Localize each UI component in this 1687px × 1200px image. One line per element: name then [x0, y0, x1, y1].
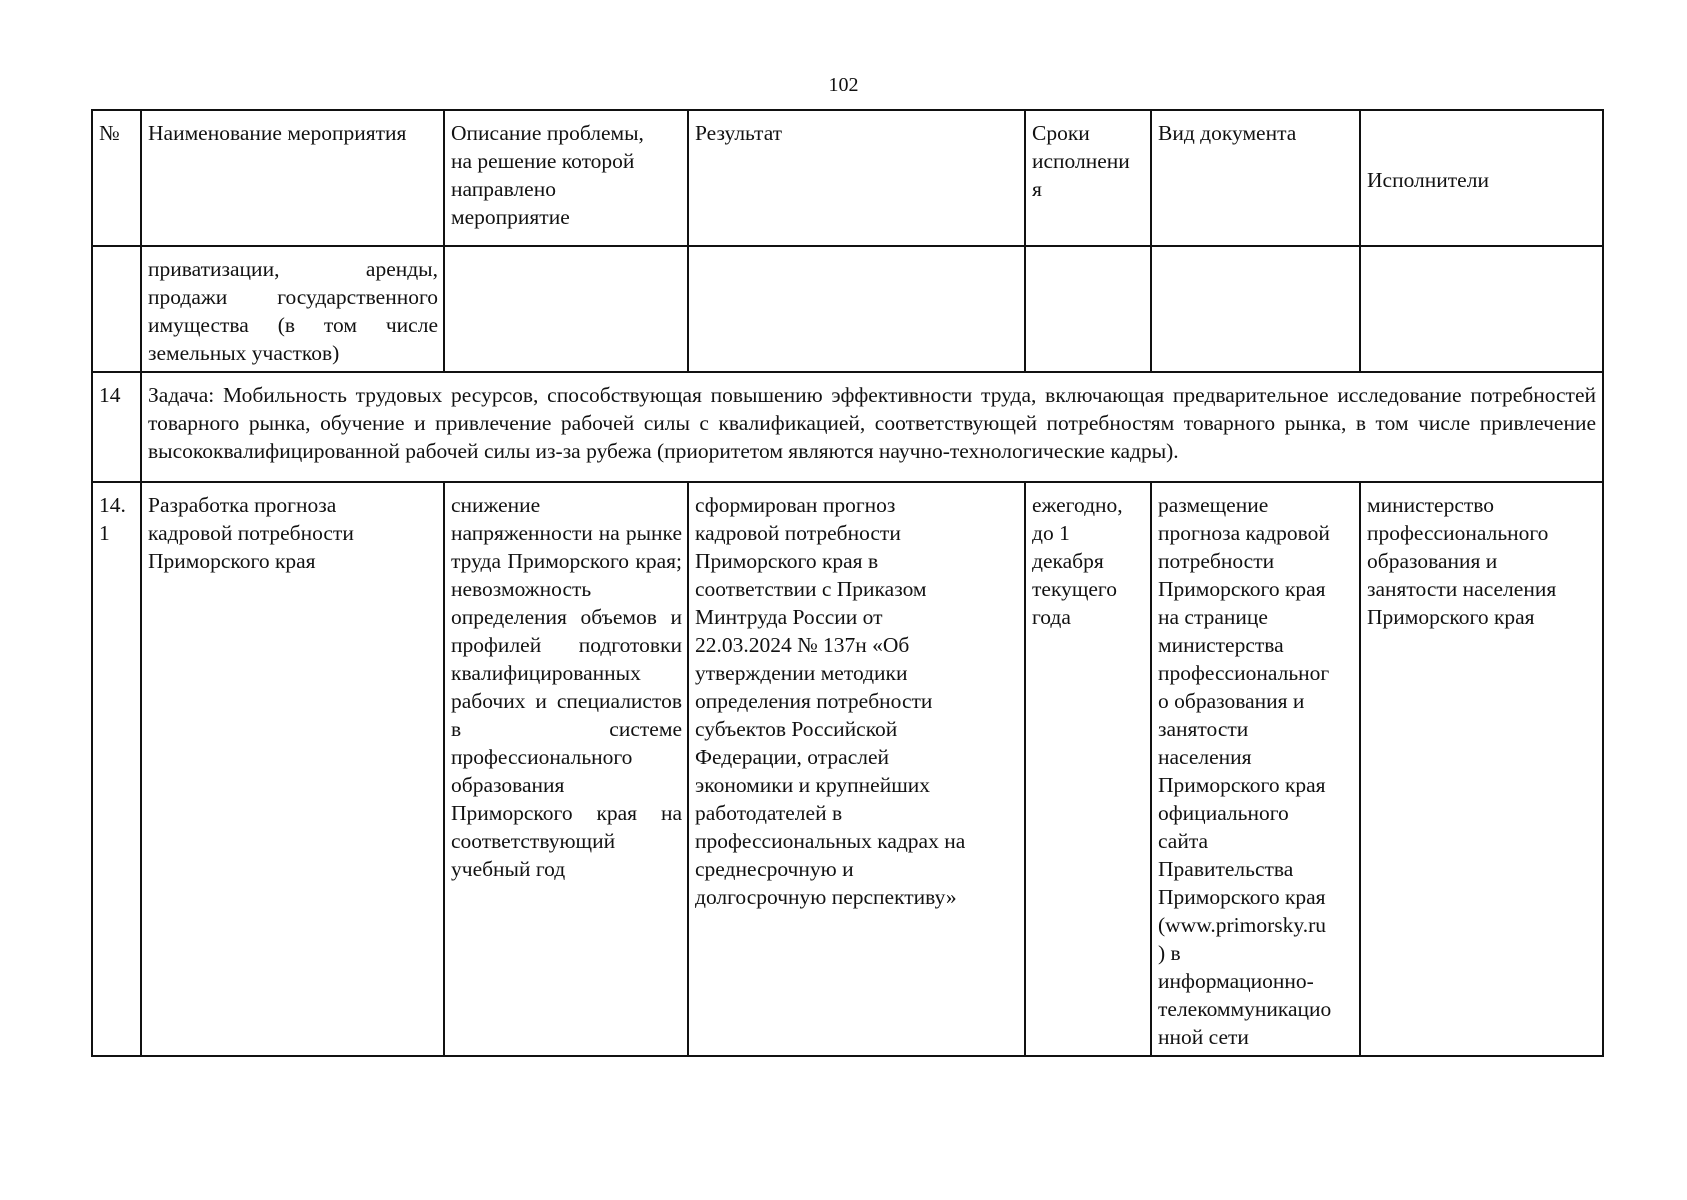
task-row: [92, 372, 1603, 482]
continuation-terms-cell: [1025, 246, 1151, 372]
continuation-row: [92, 246, 1603, 372]
header-row: [92, 110, 1603, 246]
header-executors: Исполнители: [1360, 110, 1603, 246]
item-name: Разработка прогноза кадровой потребности Приморского края: [141, 482, 444, 1056]
page-number: 102: [828, 74, 859, 96]
continuation-result-cell: [688, 246, 1025, 372]
task-num: 14: [92, 372, 141, 482]
header-num: №: [92, 110, 141, 246]
item-terms: ежегодно, до 1 декабря текущего года: [1025, 482, 1151, 1056]
header-doc-type: Вид документа: [1151, 110, 1360, 246]
header-terms: Сроки исполнени я: [1025, 110, 1151, 246]
item-doc-type: размещение прогноза кадровой потребности Приморского края на странице министерства профессиональног о образования и занятости населения Приморского края официального сайта Правительства Приморского края (www.primorsky.ru ) в информационно- телекоммуникацио нной сети: [1151, 482, 1360, 1056]
task-text: Задача: Мобильность трудовых ресурсов, способствующая повышению эффективности труда, включающая предварительное исследование потребностей товарного рынка, обучение и привлечение рабочей силы с квалификацией, соответствующей потребностям товарного рынка, в том числе привлечение высококвалифицированной рабочей силы из-за рубежа (приоритетом являются научно-технологические кадры).: [141, 372, 1603, 482]
continuation-num: [92, 246, 141, 372]
item-row: [92, 482, 1603, 1056]
item-num: 14. 1: [92, 482, 141, 1056]
header-problem: Описание проблемы, на решение которой направлено мероприятие: [444, 110, 688, 246]
item-result: сформирован прогноз кадровой потребности Приморского края в соответствии с Приказом Минтруда России от 22.03.2024 № 137н «Об утверждении методики определения потребности субъектов Российской Федерации, отраслей экономики и крупнейших работодателей в профессиональных кадрах на среднесрочную и долгосрочную перспективу»: [688, 482, 1025, 1056]
continuation-executors-cell: [1360, 246, 1603, 372]
item-problem: снижение напряженности на рынке труда Приморского края; невозможность определения объемов и профилей подготовки квалифицированных рабочих и специалистов в системе профессионального образования Приморского края на соответствующий учебный год: [444, 482, 688, 1056]
item-executors: министерство профессионального образования и занятости населения Приморского края: [1360, 482, 1603, 1056]
continuation-name: приватизации, аренды, продажи государственного имущества (в том числе земельных участков): [141, 246, 444, 372]
continuation-doc-type-cell: [1151, 246, 1360, 372]
header-name: Наименование мероприятия: [141, 110, 444, 246]
measures-table: [91, 109, 1604, 1057]
continuation-problem-cell: [444, 246, 688, 372]
header-result: Результат: [688, 110, 1025, 246]
